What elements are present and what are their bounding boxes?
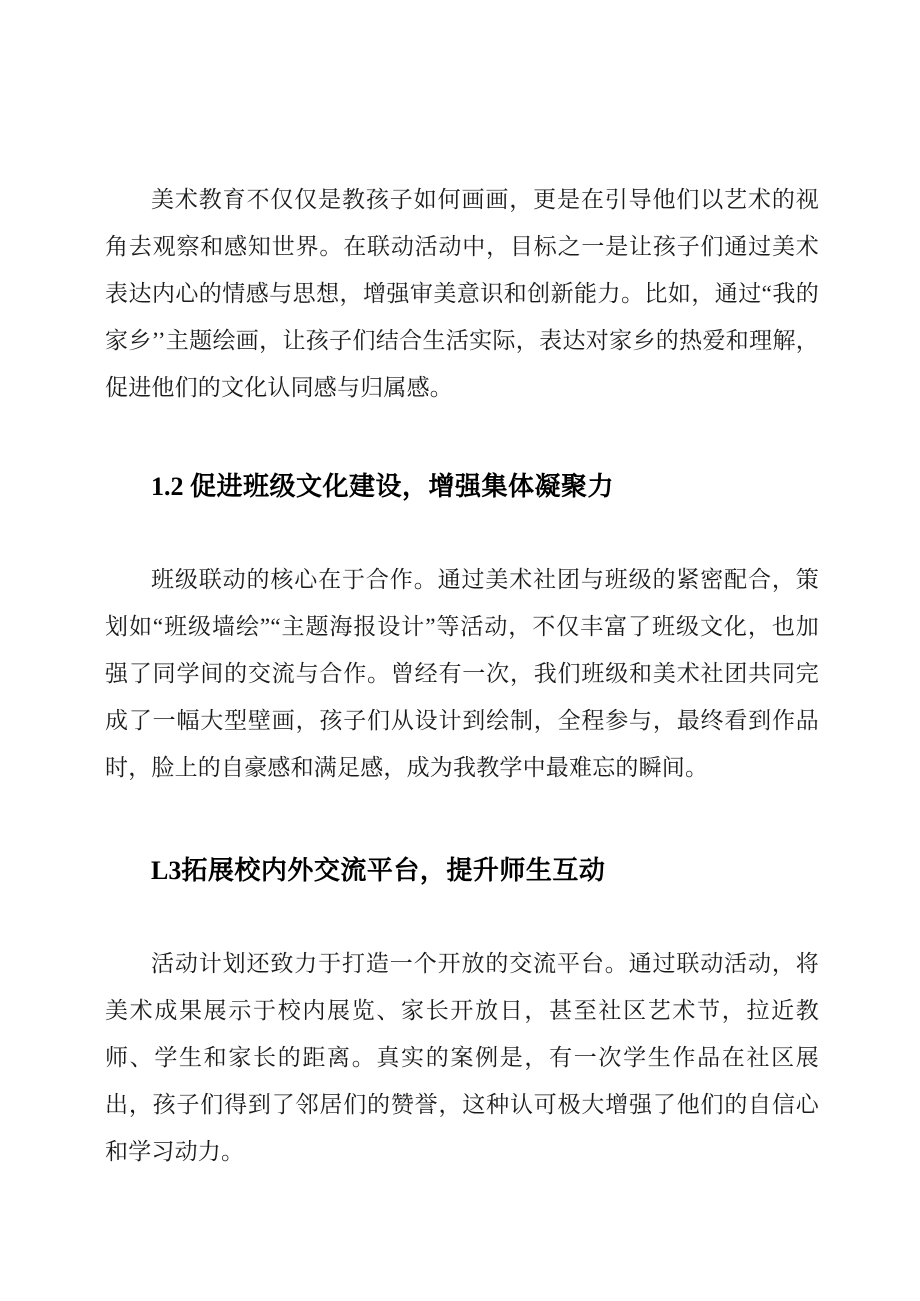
spacer — [105, 791, 819, 853]
heading-number-1-2: 1.2 — [151, 472, 184, 501]
document-content — [105, 176, 819, 1175]
paragraph-class-cooperation: 班级联动的核心在于合作。通过美术社团与班级的紧密配合，策划如“班级墙绘”“主题海报设计”等活动，不仅丰富了班级文化，也加强了同学间的交流与合作。曾经有一次，我们班级和美术社团共同完成了一幅大型壁画，孩子们从设计到绘制，全程参与，最终看到作品时，脸上的自豪感和满足感，成为我教学中最难忘的瞬间。 — [105, 567, 819, 780]
spacer — [105, 888, 819, 940]
heading-class-culture — [105, 469, 819, 504]
heading-number-1-3: L3 — [151, 856, 182, 885]
paragraph-open-platform: 活动计划还致力于打造一个开放的交流平台。通过联动活动，将美术成果展示于校内展览、家长开放日，甚至社区艺术节，拉近教师、学生和家长的距离。真实的案例是，有一次学生作品在社区展出，孩子们得到了邻居们的赞誉，这种认可极大增强了他们的自信心和学习动力。 — [105, 951, 819, 1164]
heading-exchange-platform — [105, 853, 819, 888]
spacer — [105, 411, 819, 469]
heading-title-1-3: 拓展校内外交流平台，提升师生互动 — [181, 855, 606, 885]
spacer — [105, 504, 819, 556]
heading-title-1-2: 促进班级文化建设，增强集体凝聚力 — [190, 471, 615, 501]
paragraph-art-education-goals: 美术教育不仅仅是教孩子如何画画，更是在引导他们以艺术的视角去观察和感知世界。在联动活动中，目标之一是让孩子们通过美术表达内心的情感与思想，增强审美意识和创新能力。比如，通过“我的家乡’’主题绘画，让孩子们结合生活实际，表达对家乡的热爱和理解，促进他们的文化认同感与归属感。 — [105, 187, 819, 400]
